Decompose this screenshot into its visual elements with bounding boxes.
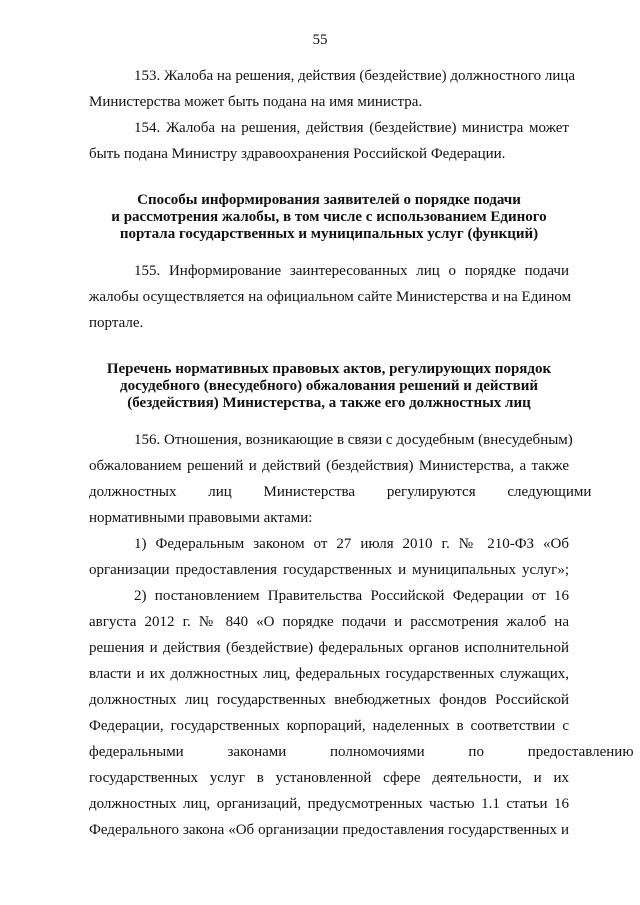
list-item-2-line-2: августа 2012 г. № 840 «О порядке подачи и рассмотрения жалоб на [89,614,569,630]
paragraph-155-line-1: 155. Информирование заинтересованных лиц о порядке подачи [134,263,569,279]
page-number: 55 [312,32,328,48]
section-heading-1-line-2: и рассмотрения жалобы, в том числе с использованием Единого [111,209,547,225]
section-heading-1-line-3: портала государственных и муниципальных услуг (функций) [119,226,539,242]
paragraph-156-line-1: 156. Отношения, возникающие в связи с досудебным (внесудебным) [134,432,573,448]
list-item-2-line-8: государственных услуг в установленной сфере деятельности, и их [89,770,569,786]
paragraph-155-line-2: жалобы осуществляется на официальном сайте Министерства и на Едином [89,289,572,305]
list-item-2-line-9: должностных лиц, организаций, предусмотренных частью 1.1 статьи 16 [89,796,569,812]
section-heading-1-line-1: Способы информирования заявителей о порядке подачи [137,192,521,208]
list-item-2-line-7: федеральными законами полномочиями по предоставлению [89,744,634,760]
list-item-1-line-1: 1) Федеральным законом от 27 июля 2010 г. № 210-ФЗ «Об [134,536,569,552]
paragraph-154-line-1: 154. Жалоба на решения, действия (бездействие) министра может [134,120,569,136]
paragraph-154-line-2: быть подана Министру здравоохранения Российской Федерации. [89,146,506,162]
list-item-2-line-6: Федерации, государственных корпораций, наделенных в соответствии с [89,718,569,734]
list-item-1-line-2: организации предоставления государственных и муниципальных услуг»; [89,562,569,578]
list-item-2-line-4: власти и их должностных лиц, федеральных государственных служащих, [89,666,569,682]
paragraph-156-line-3: должностных лиц Министерства регулируются следующими [89,484,592,500]
list-item-2-line-3: решения и действия (бездействие) федеральных органов исполнительной [89,640,569,656]
paragraph-156-line-4: нормативными правовыми актами: [89,510,313,526]
list-item-2-line-1: 2) постановлением Правительства Российской Федерации от 16 [134,588,569,604]
paragraph-155-line-3: портале. [89,315,144,331]
list-item-2-line-5: должностных лиц государственных внебюджетных фондов Российской [89,692,569,708]
list-item-2-line-10: Федерального закона «Об организации предоставления государственных и [89,822,569,838]
section-heading-2-line-3: (бездействия) Министерства, а также его должностных лиц [127,395,531,411]
section-heading-2-line-2: досудебного (внесудебного) обжалования решений и действий [120,378,538,394]
section-heading-2-line-1: Перечень нормативных правовых актов, регулирующих порядок [106,361,552,377]
paragraph-153-line-2: Министерства может быть подана на имя министра. [89,94,423,110]
paragraph-156-line-2: обжалованием решений и действий (бездействия) Министерства, а также [89,458,569,474]
paragraph-153-line-1: 153. Жалоба на решения, действия (бездействие) должностного лица [134,68,576,84]
